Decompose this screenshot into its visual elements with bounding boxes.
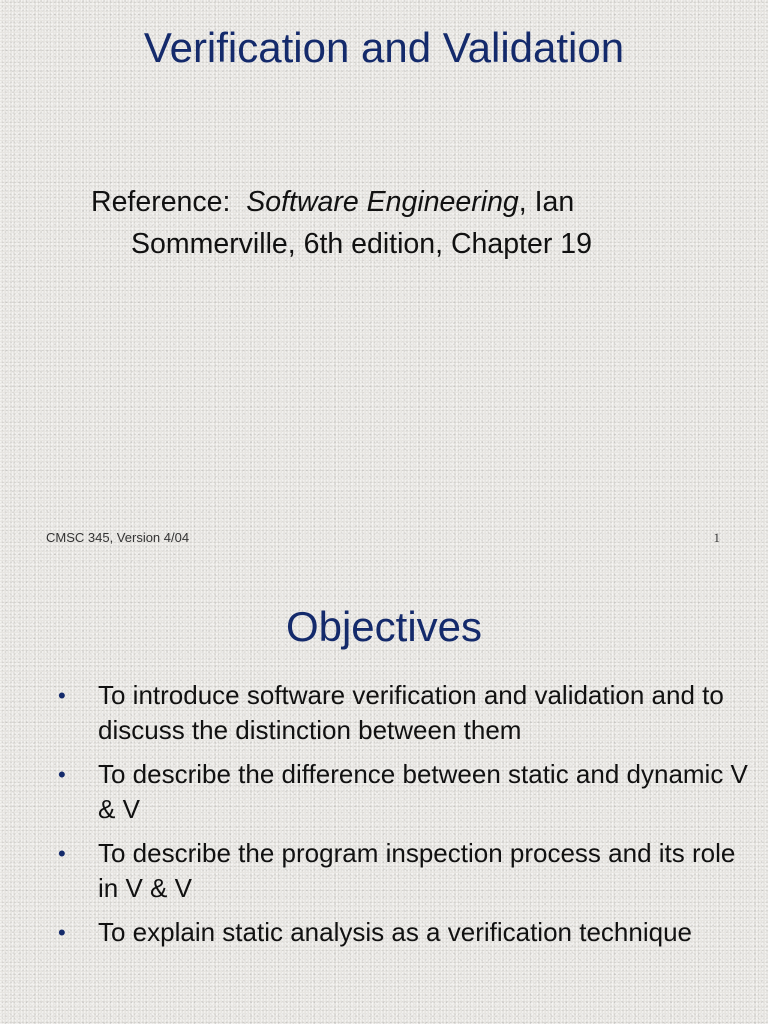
slide-title: Objectives [285,603,483,650]
book-title: Software Engineering [246,186,519,218]
list-item [58,915,748,950]
bullet-text: To introduce software verification and validation and to discuss the distinction between them [98,680,724,745]
bullet-icon: • [58,841,66,866]
list-item [58,836,748,906]
bullet-icon: • [58,762,66,787]
bullet-text: To explain static analysis as a verification technique [98,917,692,947]
bullet-text: To describe the program inspection process and its role in V & V [98,838,736,903]
objectives-list [58,678,748,959]
bullet-icon: • [58,920,66,945]
reference-label: Reference: [91,186,231,218]
reference-author: , Ian [518,186,575,218]
bullet-text: To describe the difference between static and dynamic V & V [98,759,748,824]
bullet-icon: • [58,683,66,708]
list-item [58,678,748,748]
slide-2 [0,560,768,1024]
slide-footer: CMSC 345, Version 4/04 [46,530,190,545]
reference-text [91,181,731,265]
reference-details: Sommerville, 6th edition, Chapter 19 [131,228,592,260]
list-item [58,757,748,827]
page-number: 1 [713,530,720,545]
slide-title: Verification and Validation [143,24,625,71]
